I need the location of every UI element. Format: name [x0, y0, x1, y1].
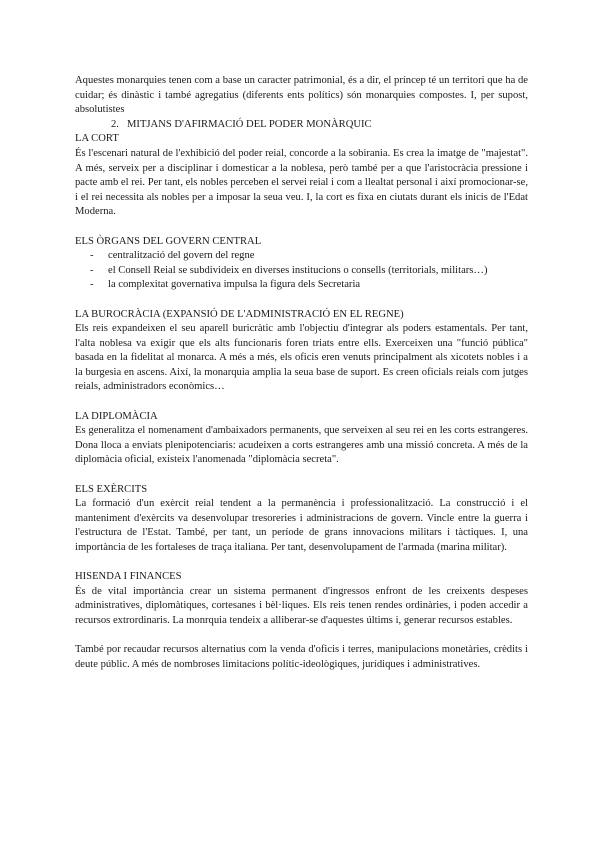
organs-list — [75, 249, 528, 293]
burocracia-heading: LA BUROCRÀCIA (EXPANSIÓ DE L'ADMINISTRACIÓ EN EL REGNE) — [75, 308, 404, 320]
cort-paragraph: És l'escenari natural de l'exhibició del poder reial, concorde a la sobirania. Es crea la imatge de "majestat". A més, serveix per a disciplinar i domesticar a la noblesa, però també per a que l'aristocràcia pressione i pacte amb el rei. Per tant, els nobles perceben el servei reial i com a llealtat personal i així promocionar-se, i el rei necessita als nobles per a imposar la seua veu. I, la cort es fixa en ciutats durant els inicis de l'Edat Moderna. — [75, 147, 528, 218]
exercits-paragraph: La formació d'un exèrcit reial tendent a la permanència i professionalització. La construcció i el manteniment d'exèrcits va desenvolupar tresoreries i administracions de govern. Vincle entre la guerra i l'estructura de l'Estat. També, per tant, un període de grans innovacions militars i tàctiques. I, una importància de les fortaleses de traça italiana. Per tant, desenvolupament de l'armada (marina militar). — [75, 498, 528, 553]
hisenda-paragraph-1: És de vital importància crear un sistema permanent d'ingressos enfront de les creixents despeses administratives, diplomàtiques, cortesanes i bèl·liques. Els reis tenen rendes ordinàries, i poden accedir a recursos extrordinaris. La monrquia tendeix a alliberar-se d'aquestes últims i, generar recursos estables. — [75, 585, 528, 626]
intro-paragraph: Aquestes monarquies tenen com a base un caracter patrimonial, és a dir, el príncep té un territori que ha de cuidar; és dinàstic i també agregatius (diferents ents polítics) són monarquies compostes. I, per supost, absolutistes — [75, 75, 528, 116]
document-page — [75, 74, 528, 672]
list-item: - la complexitat governativa impulsa la figura dels Secretaria — [75, 278, 528, 293]
burocracia-paragraph: Els reis expandeixen el seu aparell buricràtic amb l'objectiu d'integrar als poders estamentals. Per tant, l'alta noblesa va exigir que els alts funcionaris foren triats entre ells. Exerceixen una "funció pública" basada en la fidelitat al monarca. A més a més, els oficis eren venuts principalment als xicotets nobles i a la burgesia en ascens. Així, la monarquia amplia la seua base de suport. Es creen oficials reials com jutges reials, administradors econòmics… — [75, 323, 528, 393]
section-2-heading — [75, 118, 528, 133]
hisenda-heading: HISENDA I FINANCES — [75, 571, 182, 583]
section-title: MITJANS D'AFIRMACIÓ DEL PODER MONÀRQUIC — [127, 118, 372, 130]
diplomacia-heading: LA DIPLOMÀCIA — [75, 410, 158, 422]
list-marker: - — [90, 279, 94, 291]
organs-heading: ELS ÒRGANS DEL GOVERN CENTRAL — [75, 235, 262, 247]
hisenda-paragraph-2: També por recaudar recursos alternatius com la venda d'oficis i terres, manipulacions monetàries, crèdits i deute públic. A més de nombroses limitacions polític-ideològiques, jurídiques i administratives. — [75, 644, 528, 670]
diplomacia-paragraph: Es generalitza el nomenament d'ambaixadors permanents, que serveixen al seu rei en les corts estrangeres. Dona lloca a enviats plenipotenciaris: acudeixen a corts estrangeres amb una missió concreta. A més de la diplomàcia oficial, existeix l'anomenada "diplomàcia secreta". — [75, 425, 528, 466]
list-item: - centralització del govern del regne — [75, 249, 528, 264]
section-number: 2. — [111, 118, 119, 130]
list-item: - el Consell Reial se subdivideix en diverses institucions o consells (territorials, militars…) — [75, 264, 528, 279]
cort-heading: LA CORT — [75, 133, 119, 145]
exercits-heading: ELS EXÈRCITS — [75, 483, 148, 495]
list-marker: - — [90, 250, 94, 262]
list-marker: - — [90, 264, 94, 276]
